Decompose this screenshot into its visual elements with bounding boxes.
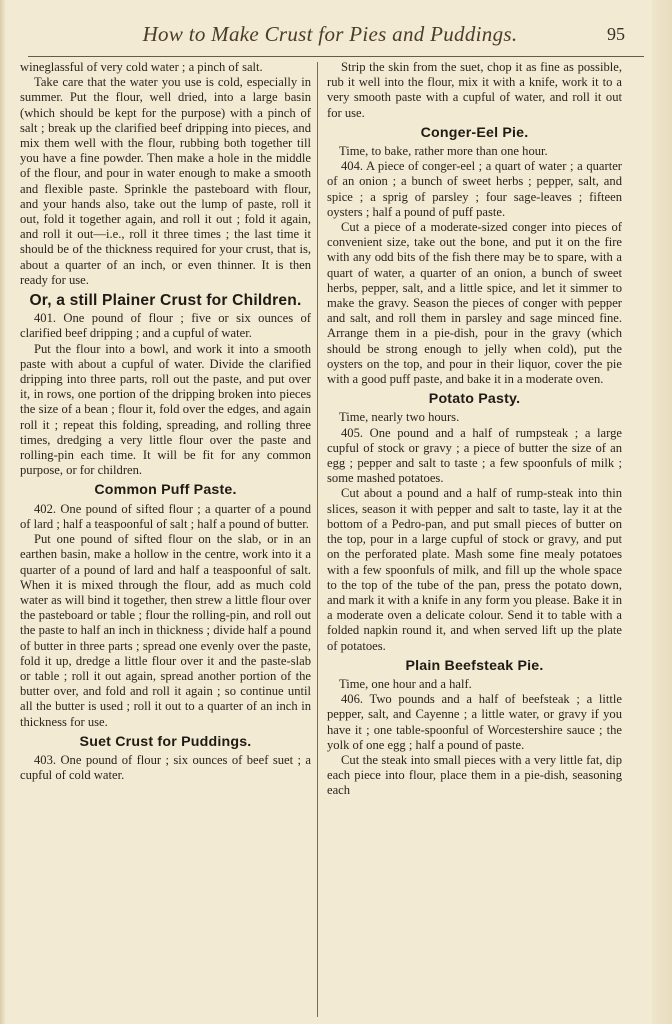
recipe-heading: Conger-Eel Pie. bbox=[420, 124, 529, 141]
paragraph: 405. One pound and a half of rumpsteak ; a large cupful of stock or gravy ; a piece of butter the size of an egg ; pepper and salt to taste ; a few spoonfuls of milk ; some mashed potatoes. bbox=[327, 425, 622, 486]
page-edge bbox=[652, 0, 672, 1024]
running-head bbox=[0, 22, 672, 52]
left-column bbox=[20, 60, 311, 1020]
paragraph: 403. One pound of flour ; six ounces of beef suet ; a cupful of cold water. bbox=[20, 752, 311, 783]
page-gutter-shadow bbox=[0, 0, 6, 1024]
column-divider bbox=[317, 62, 318, 1017]
paragraph: 402. One pound of sifted flour ; a quarter of a pound of lard ; half a teaspoonful of salt ; half a pound of butter. bbox=[20, 501, 311, 531]
recipe-heading: Common Puff Paste. bbox=[94, 482, 237, 499]
recipe-heading: Potato Pasty. bbox=[428, 391, 521, 408]
paragraph: Strip the skin from the suet, chop it as fine as possible, rub it well into the flour, mix it with a knife, work it to a very smooth paste with a cupful of water, and roll it out for use. bbox=[327, 60, 622, 120]
paragraph: 406. Two pounds and a half of beefsteak ; a little pepper, salt, and Cayenne ; a little water, or gravy if you have it ; one table-spoonful of Worcestershire sauce ; the yolk of one egg ; half a pound of paste. bbox=[327, 692, 622, 752]
time-line: Time, to bake, rather more than one hour. bbox=[339, 144, 548, 159]
running-title: How to Make Crust for Pies and Puddings. bbox=[142, 22, 518, 46]
time-line: Time, nearly two hours. bbox=[339, 410, 460, 425]
paragraph: Put one pound of sifted flour on the slab, or in an earthen basin, make a hollow in the centre, work into it a quarter of a pound of lard and half a teaspoonful of salt. When it is mixed through the flour, add as much cold water as will bind it together, then strew a little flour over the pasteboard or table ; flour the rolling-pin, and roll out the paste to half an inch in thickness ; divide half a pound of butter in three parts ; spread one evenly over the paste, fold it up, dredge a little flour over it and the paste-slab or table ; roll it out again, spread another portion of the butter over, and fold and roll it again ; so continue until all the butter is used ; roll it out to a quarter of an inch in thickness for use. bbox=[20, 532, 311, 729]
recipe-heading: Or, a still Plainer Crust for Children. bbox=[29, 292, 302, 310]
paragraph: Cut a piece of a moderate-sized conger into pieces of convenient size, take out the bone, and put it on the fire with any odd bits of the fish there may be to spare, with a quart of water, a quarter of an onion, a bunch of sweet herbs, pepper, salt, and a little spice, and let it simmer to make the gravy. Season the pieces of conger with pepper and salt, and roll them in parsley and sage minced fine. Arrange them in a pie-dish, pour in the gravy (which should be strong enough to jelly when cold), put the oysters on the top, and pour in their liquor, cover the pie with a good puff paste, and bake it in a moderate oven. bbox=[327, 220, 622, 387]
header-rule bbox=[28, 56, 644, 57]
paragraph: Cut about a pound and a half of rump-steak into thin slices, season it with pepper and salt to taste, lay it at the bottom of a Pedro-pan, and put small pieces of butter on the top, pour in a large cupful of stock or gravy, and put on the perforated plate. Mash some fine mealy potatoes with a few spoonfuls of milk, and fill up the whole space to the top of the tube of the pan, press the potato down, and mark it with a knife in any form you please. Bake it in a moderate oven a delicate colour. Send it to table with a folded napkin round it, and when served lift up the plate of potatoes. bbox=[327, 486, 622, 653]
paragraph: 404. A piece of conger-eel ; a quart of water ; a quarter of an onion ; a bunch of sweet herbs ; pepper, salt, and spice ; a sprig of parsley ; four sage-leaves ; fifteen oysters ; half a pound of puff paste. bbox=[327, 159, 622, 219]
time-line: Time, one hour and a half. bbox=[339, 676, 472, 691]
paragraph: Cut the steak into small pieces with a very little fat, dip each piece into flour, place them in a pie-dish, seasoning each bbox=[327, 752, 622, 798]
page-number: 95 bbox=[607, 24, 625, 44]
paragraph: 401. One pound of flour ; five or six ounces of clarified beef dripping ; and a cupful of water. bbox=[20, 311, 311, 341]
paragraph: Take care that the water you use is cold, especially in summer. Put the flour, well dried, into a large basin (which should be kept for the purpose) with a pinch of salt ; break up the clarified beef dripping into pieces, and mix them well with the flour, rubbing both together till you have a fine powder. Then make a hole in the middle of the flour, and pour in water enough to make a smooth and flexible paste. Sprinkle the pasteboard with flour, and your hands also, take out the lump of paste, roll it out, fold it together again, and roll it out ; fold it again, and roll it out—i.e., roll it three times ; the last time it should be of the thickness required for your crust, that is, about a quarter of an inch, or even thinner. It is then ready for use. bbox=[20, 75, 311, 287]
paragraph: wineglassful of very cold water ; a pinch of salt. bbox=[20, 60, 263, 74]
paragraph: Put the flour into a bowl, and work it into a smooth paste with about a cupful of water. Divide the clarified dripping into three parts, roll out the paste, and put over it, in rows, one portion of the dripping broken into pieces the size of a bean ; flour it, fold over the edges, and again roll it ; repeat this folding, spreading, and rolling three times, dredging a very little flour over the paste and rolling-pin each time. It will be fit for any common purpose, or for children. bbox=[20, 341, 311, 478]
recipe-heading: Plain Beefsteak Pie. bbox=[405, 657, 544, 674]
right-column bbox=[327, 60, 622, 1020]
recipe-heading: Suet Crust for Puddings. bbox=[79, 733, 252, 750]
